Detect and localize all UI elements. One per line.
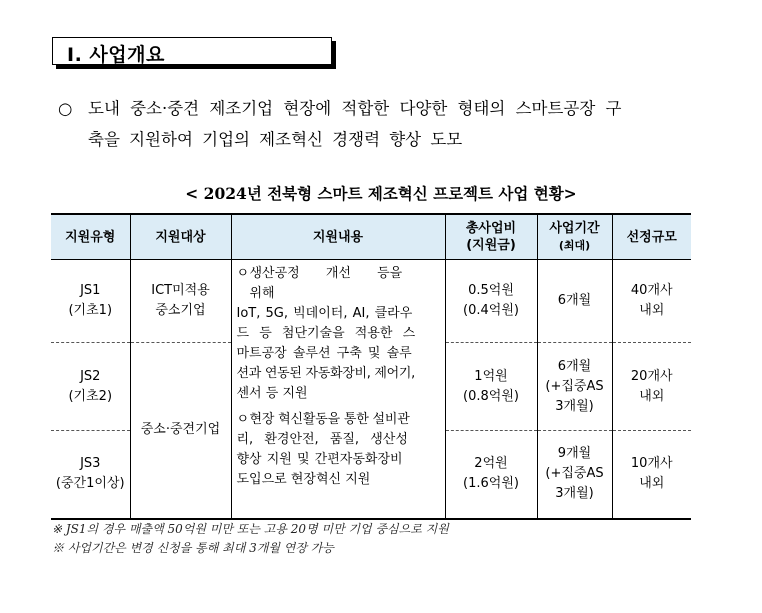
cell-period: 9개월 (+집중AS 3개월) [537, 431, 612, 519]
cell-scale: 10개사 내외 [612, 431, 691, 519]
cell-cost: 0.5억원 (0.4억원) [445, 260, 537, 343]
cell-target-shared: 중소·중견기업 [130, 343, 231, 519]
footnote: ※ 사업기간은 변경 신청을 통해 최대 3개월 연장 가능 [52, 541, 334, 555]
header-cost: 총사업비 (지원금) [445, 214, 537, 260]
section-title: Ⅰ. 사업개요 [67, 44, 165, 66]
project-status-table [51, 213, 691, 520]
footnote: ※ JS1의 경우 매출액 50억원 미만 또는 고용 20명 미만 기업 중심으로 지원 [52, 522, 449, 536]
content-block-2 [237, 410, 441, 490]
cell-cost: 1억원 (0.8억원) [445, 343, 537, 431]
intro-bullet-icon: ○ [58, 99, 73, 118]
cell-type: JS2 (기초2) [51, 343, 130, 431]
content-bullet-icon: ㅇ [236, 412, 250, 427]
cell-cost: 2억원 (1.6억원) [445, 431, 537, 519]
cell-scale: 40개사 내외 [612, 260, 691, 343]
header-type: 지원유형 [51, 214, 130, 260]
cell-target: ICT미적용 중소기업 [130, 260, 231, 343]
intro-line-1: 도내 중소·중견 제조기업 현장에 적합한 다양한 형태의 스마트공장 구 [88, 99, 622, 118]
cell-type: JS3 (중간1이상) [51, 431, 130, 519]
header-period: 사업기간 (최대) [537, 214, 612, 260]
header-scale: 선정규모 [612, 214, 691, 260]
table-caption: < 2024년 전북형 스마트 제조혁신 프로젝트 사업 현황> [185, 184, 577, 203]
table-row [51, 260, 691, 343]
content-line: 현장 혁신활동을 통한 설비관 [249, 412, 410, 427]
content-bullet-icon: ㅇ [236, 266, 250, 281]
table-header-row [51, 214, 691, 260]
content-line: 리, 환경안전, 품질, 생산성 [236, 432, 408, 447]
header-target: 지원대상 [130, 214, 231, 260]
content-line: 도입으로 현장혁신 지원 [236, 472, 371, 487]
section-header-box [52, 37, 332, 65]
content-line: IoT, 5G, 빅데이터, AI, 클라우 [236, 306, 413, 321]
cell-type: JS1 (기초1) [51, 260, 130, 343]
cell-period: 6개월 (+집중AS 3개월) [537, 343, 612, 431]
cell-content [231, 260, 445, 519]
section-header [52, 37, 334, 67]
content-line: 드 등 첨단기술을 적용한 스 [236, 326, 416, 341]
content-line: 마트공장 솔루션 구축 및 솔루 [236, 346, 412, 361]
cell-period: 6개월 [537, 260, 612, 343]
header-content: 지원내용 [231, 214, 445, 260]
content-line: 션과 연동된 자동화장비, 제어기, [236, 366, 416, 381]
cell-scale: 20개사 내외 [612, 343, 691, 431]
content-line: 센서 등 지원 [236, 386, 308, 401]
content-block-1 [237, 264, 441, 404]
intro-line-2: 축을 지원하여 기업의 제조혁신 경쟁력 향상 도모 [88, 130, 463, 149]
footnotes [52, 520, 449, 558]
content-line: 생산공정 개선 등을 위해 [249, 266, 403, 301]
content-line: 향상 지원 및 간편자동화장비 [236, 452, 403, 467]
